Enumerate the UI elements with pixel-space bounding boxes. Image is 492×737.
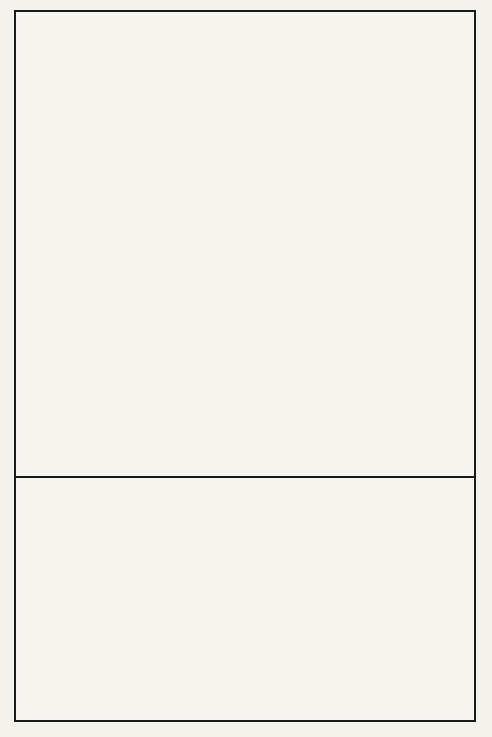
lower-half [16, 478, 474, 720]
upper-half [16, 12, 474, 475]
scripture-page [14, 10, 476, 722]
lower-text-columns [24, 488, 464, 712]
upper-text-columns [24, 24, 464, 467]
